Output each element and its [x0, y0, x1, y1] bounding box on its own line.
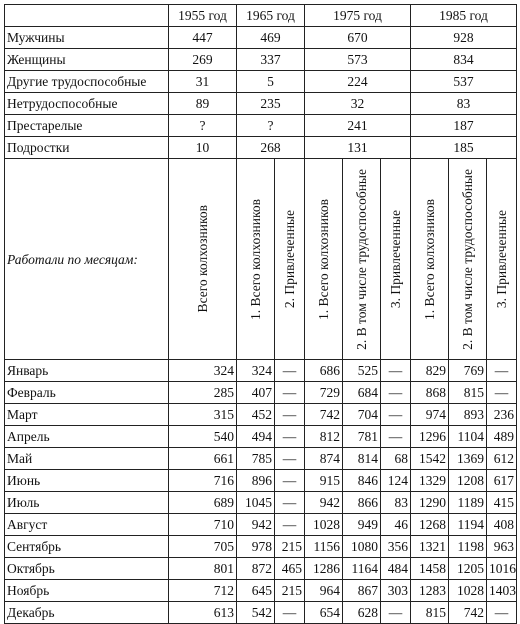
- month-value: 815: [449, 382, 487, 404]
- month-row: [5, 426, 517, 448]
- month-value: 769: [449, 360, 487, 382]
- month-value: 729: [305, 382, 343, 404]
- month-value: —: [381, 404, 411, 426]
- value-1975: 241: [305, 115, 411, 137]
- month-value: 1268: [411, 514, 449, 536]
- month-value: 612: [487, 448, 517, 470]
- month-value: —: [275, 404, 305, 426]
- month-value: 1016: [487, 558, 517, 580]
- month-value: —: [275, 448, 305, 470]
- month-value: 896: [237, 470, 275, 492]
- month-row: [5, 514, 517, 536]
- month-value: 1283: [411, 580, 449, 602]
- month-value: 874: [305, 448, 343, 470]
- header-row: [5, 5, 517, 27]
- month-label: Июнь: [5, 470, 169, 492]
- month-value: 1208: [449, 470, 487, 492]
- column-header-c1965-2: [275, 159, 305, 360]
- month-value: 1369: [449, 448, 487, 470]
- month-value: 1290: [411, 492, 449, 514]
- month-value: 812: [305, 426, 343, 448]
- month-value: 303: [381, 580, 411, 602]
- month-value: 829: [411, 360, 449, 382]
- month-label: Март: [5, 404, 169, 426]
- month-row: [5, 580, 517, 602]
- row-label: Престарелые: [5, 115, 169, 137]
- month-row: [5, 360, 517, 382]
- column-header-text: 1. Всего колхозников: [315, 198, 331, 320]
- month-value: 315: [169, 404, 237, 426]
- value-1975: 670: [305, 27, 411, 49]
- month-value: 712: [169, 580, 237, 602]
- month-value: 872: [237, 558, 275, 580]
- table-row: [5, 115, 517, 137]
- value-1965: 5: [237, 71, 305, 93]
- month-value: 1156: [305, 536, 343, 558]
- month-value: 645: [237, 580, 275, 602]
- column-header-c1975-3: [381, 159, 411, 360]
- month-value: 868: [411, 382, 449, 404]
- month-value: 942: [305, 492, 343, 514]
- month-value: 494: [237, 426, 275, 448]
- month-value: 1198: [449, 536, 487, 558]
- month-value: 46: [381, 514, 411, 536]
- row-label: Мужчины: [5, 27, 169, 49]
- value-1965: ?: [237, 115, 305, 137]
- month-value: 356: [381, 536, 411, 558]
- month-value: —: [381, 602, 411, 624]
- month-value: 686: [305, 360, 343, 382]
- table-row: [5, 49, 517, 71]
- month-value: 452: [237, 404, 275, 426]
- document-page: [4, 4, 517, 624]
- value-1975: 573: [305, 49, 411, 71]
- month-value: 1458: [411, 558, 449, 580]
- header-1955: 1955 год: [169, 5, 237, 27]
- month-value: 814: [343, 448, 381, 470]
- value-1985: 928: [411, 27, 517, 49]
- value-1985: 83: [411, 93, 517, 115]
- month-value: 1321: [411, 536, 449, 558]
- column-header-c1985-2: [449, 159, 487, 360]
- month-value: 893: [449, 404, 487, 426]
- month-value: 1164: [343, 558, 381, 580]
- month-label: Апрель: [5, 426, 169, 448]
- row-label: Подростки: [5, 137, 169, 159]
- column-header-text: 3. Привлеченные: [493, 209, 509, 309]
- month-value: 215: [275, 580, 305, 602]
- value-1955: 10: [169, 137, 237, 159]
- row-label: Нетрудоспособные: [5, 93, 169, 115]
- month-value: 1104: [449, 426, 487, 448]
- month-row: [5, 602, 517, 624]
- table-body: [5, 5, 517, 624]
- month-value: 1205: [449, 558, 487, 580]
- month-value: 716: [169, 470, 237, 492]
- month-value: 978: [237, 536, 275, 558]
- month-value: 974: [411, 404, 449, 426]
- month-value: 489: [487, 426, 517, 448]
- month-value: 628: [343, 602, 381, 624]
- month-value: 617: [487, 470, 517, 492]
- value-1955: 269: [169, 49, 237, 71]
- month-label: Сентябрь: [5, 536, 169, 558]
- table-row: [5, 137, 517, 159]
- month-row: [5, 558, 517, 580]
- month-value: —: [381, 360, 411, 382]
- month-value: 408: [487, 514, 517, 536]
- row-label: Другие трудоспособные: [5, 71, 169, 93]
- month-value: 684: [343, 382, 381, 404]
- month-value: 236: [487, 404, 517, 426]
- month-value: 964: [305, 580, 343, 602]
- month-value: 963: [487, 536, 517, 558]
- month-value: 324: [169, 360, 237, 382]
- month-row: [5, 492, 517, 514]
- month-label: Август: [5, 514, 169, 536]
- month-label: Ноябрь: [5, 580, 169, 602]
- month-value: 742: [305, 404, 343, 426]
- month-value: —: [487, 360, 517, 382]
- month-value: 465: [275, 558, 305, 580]
- column-header-text: 1. Всего колхозников: [247, 198, 263, 320]
- column-header-text: 2. В том числе трудоспособные: [459, 168, 475, 350]
- table-row: [5, 71, 517, 93]
- month-value: 484: [381, 558, 411, 580]
- month-label: Октябрь: [5, 558, 169, 580]
- month-value: 801: [169, 558, 237, 580]
- month-value: —: [487, 602, 517, 624]
- value-1985: 537: [411, 71, 517, 93]
- column-header-c1985-3: [487, 159, 517, 360]
- month-value: 1286: [305, 558, 343, 580]
- subheader-row: [5, 159, 517, 360]
- month-value: 83: [381, 492, 411, 514]
- month-value: 1045: [237, 492, 275, 514]
- value-1965: 337: [237, 49, 305, 71]
- month-value: 525: [343, 360, 381, 382]
- month-value: 866: [343, 492, 381, 514]
- column-header-text: 2. В том числе трудоспособные: [353, 168, 369, 350]
- month-value: —: [275, 382, 305, 404]
- month-row: [5, 536, 517, 558]
- value-1965: 469: [237, 27, 305, 49]
- column-header-text: Всего колхозников: [194, 205, 210, 313]
- table-row: [5, 27, 517, 49]
- month-value: 846: [343, 470, 381, 492]
- month-value: 1296: [411, 426, 449, 448]
- month-value: 949: [343, 514, 381, 536]
- month-value: 407: [237, 382, 275, 404]
- value-1965: 268: [237, 137, 305, 159]
- month-value: —: [275, 602, 305, 624]
- month-value: 781: [343, 426, 381, 448]
- month-label: Февраль: [5, 382, 169, 404]
- month-value: —: [275, 514, 305, 536]
- column-header-c1975-2: [343, 159, 381, 360]
- month-value: 654: [305, 602, 343, 624]
- month-value: 704: [343, 404, 381, 426]
- month-value: 415: [487, 492, 517, 514]
- month-value: 867: [343, 580, 381, 602]
- month-value: —: [487, 382, 517, 404]
- header-1965: 1965 год: [237, 5, 305, 27]
- month-value: —: [381, 426, 411, 448]
- month-value: 613: [169, 602, 237, 624]
- month-value: 942: [237, 514, 275, 536]
- month-value: 1329: [411, 470, 449, 492]
- month-value: 1080: [343, 536, 381, 558]
- month-label: Июль: [5, 492, 169, 514]
- month-row: [5, 470, 517, 492]
- month-value: 324: [237, 360, 275, 382]
- value-1975: 131: [305, 137, 411, 159]
- value-1985: 185: [411, 137, 517, 159]
- header-1985: 1985 год: [411, 5, 517, 27]
- table-row: [5, 93, 517, 115]
- column-header-c1975-1: [305, 159, 343, 360]
- row-label: Женщины: [5, 49, 169, 71]
- column-header-c1965-1: [237, 159, 275, 360]
- column-header-text: 1. Всего колхозников: [421, 198, 437, 320]
- month-label: Январь: [5, 360, 169, 382]
- statistics-table: [4, 4, 517, 624]
- month-value: 710: [169, 514, 237, 536]
- month-value: 705: [169, 536, 237, 558]
- column-header-c1955: [169, 159, 237, 360]
- month-value: —: [275, 470, 305, 492]
- month-value: 689: [169, 492, 237, 514]
- column-header-text: 3. Привлеченные: [387, 209, 403, 309]
- header-1975: 1975 год: [305, 5, 411, 27]
- month-value: 124: [381, 470, 411, 492]
- month-row: [5, 448, 517, 470]
- month-value: 285: [169, 382, 237, 404]
- month-value: 215: [275, 536, 305, 558]
- month-value: 785: [237, 448, 275, 470]
- month-value: 1189: [449, 492, 487, 514]
- value-1985: 834: [411, 49, 517, 71]
- month-value: —: [275, 360, 305, 382]
- month-value: 542: [237, 602, 275, 624]
- month-value: —: [275, 426, 305, 448]
- month-value: —: [381, 382, 411, 404]
- value-1955: 447: [169, 27, 237, 49]
- value-1955: 31: [169, 71, 237, 93]
- month-value: 915: [305, 470, 343, 492]
- column-header-c1985-1: [411, 159, 449, 360]
- month-value: 540: [169, 426, 237, 448]
- column-header-text: 2. Привлеченные: [281, 209, 297, 309]
- month-label: Декабрь: [5, 602, 169, 624]
- value-1955: ?: [169, 115, 237, 137]
- month-label: Май: [5, 448, 169, 470]
- month-value: 1028: [449, 580, 487, 602]
- month-value: 815: [411, 602, 449, 624]
- month-value: 742: [449, 602, 487, 624]
- month-row: [5, 404, 517, 426]
- subheader-title: Работали по месяцам:: [5, 159, 169, 360]
- value-1965: 235: [237, 93, 305, 115]
- month-value: 68: [381, 448, 411, 470]
- month-value: 1194: [449, 514, 487, 536]
- month-row: [5, 382, 517, 404]
- value-1955: 89: [169, 93, 237, 115]
- month-value: 661: [169, 448, 237, 470]
- month-value: 1028: [305, 514, 343, 536]
- value-1975: 224: [305, 71, 411, 93]
- month-value: 1403: [487, 580, 517, 602]
- header-blank-cell: [5, 5, 169, 27]
- value-1985: 187: [411, 115, 517, 137]
- month-value: —: [275, 492, 305, 514]
- value-1975: 32: [305, 93, 411, 115]
- month-value: 1542: [411, 448, 449, 470]
